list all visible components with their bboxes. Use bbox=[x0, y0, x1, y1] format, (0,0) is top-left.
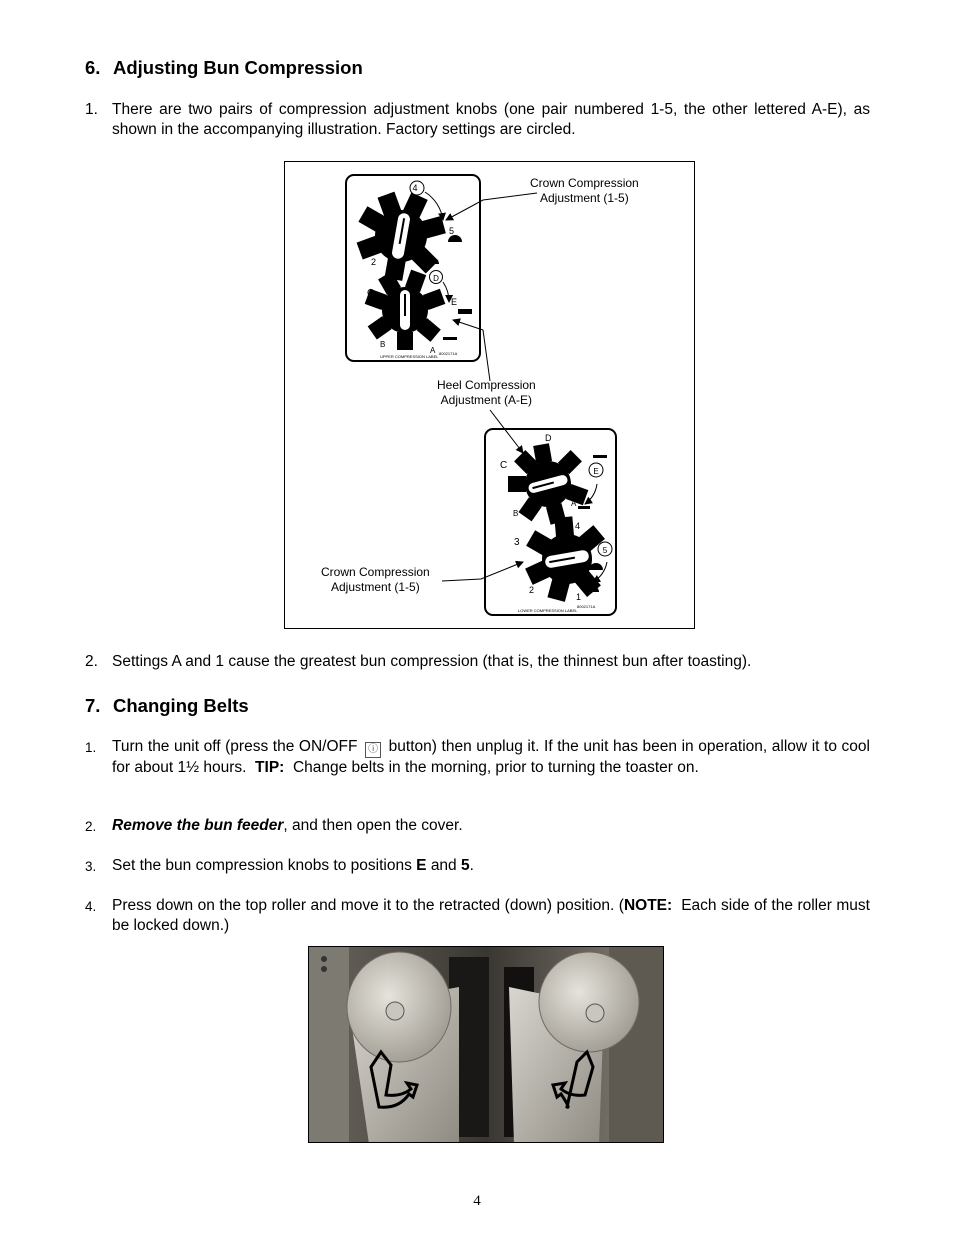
svg-text:C: C bbox=[500, 460, 508, 471]
compression-knobs-illustration bbox=[284, 161, 695, 629]
item-text: Turn the unit off (press the ON/OFF ⓘ button) then unplug it. If the unit has been in operation, allow it to cool for about 1½ hours. TIP: Change belts in the morning, prior to turning the toaster on. bbox=[112, 738, 870, 776]
item-number: 1. bbox=[85, 101, 98, 118]
section-7-item-1 bbox=[85, 737, 870, 778]
section-6-item-1 bbox=[85, 100, 870, 139]
item-number: 4. bbox=[85, 899, 97, 914]
svg-text:4: 4 bbox=[575, 521, 581, 531]
roller-photo-svg bbox=[309, 947, 664, 1143]
caption-crown-top: Crown Compression Adjustment (1-5) bbox=[530, 176, 639, 205]
svg-text:B: B bbox=[380, 340, 386, 349]
item-number: 3. bbox=[85, 859, 97, 874]
section-6-number: 6. bbox=[85, 57, 101, 78]
svg-text:D: D bbox=[545, 433, 552, 443]
caption-crown-bottom: Crown Compression Adjustment (1-5) bbox=[321, 565, 430, 594]
on-off-icon: ⓘ bbox=[365, 742, 381, 758]
svg-text:8002171A: 8002171A bbox=[577, 604, 596, 609]
item-text: Set the bun compression knobs to positions E and 5. bbox=[112, 857, 474, 874]
section-7-heading bbox=[85, 695, 249, 717]
svg-text:3: 3 bbox=[514, 537, 520, 548]
svg-text:1: 1 bbox=[576, 592, 582, 602]
item-text: There are two pairs of compression adjustment knobs (one pair numbered 1-5, the other lettered A-E), as shown in the accompanying illustration. Factory settings are circled. bbox=[112, 101, 870, 138]
item-text: Settings A and 1 cause the greatest bun compression (that is, the thinnest bun after toasting). bbox=[112, 653, 752, 670]
svg-text:8002171A: 8002171A bbox=[439, 351, 458, 356]
svg-text:2: 2 bbox=[529, 585, 535, 595]
section-6-title: Adjusting Bun Compression bbox=[113, 57, 363, 78]
section-6-item-2 bbox=[85, 652, 870, 672]
svg-text:C: C bbox=[367, 288, 375, 299]
item-number: 1. bbox=[85, 740, 97, 755]
svg-text:1: 1 bbox=[428, 254, 434, 264]
svg-text:D: D bbox=[433, 274, 439, 283]
item-number: 2. bbox=[85, 819, 97, 834]
svg-text:5: 5 bbox=[449, 226, 455, 236]
svg-text:A: A bbox=[430, 346, 436, 355]
roller-photo bbox=[308, 946, 664, 1143]
page-number: 4 bbox=[473, 1193, 481, 1209]
svg-text:4: 4 bbox=[412, 183, 418, 193]
svg-text:B: B bbox=[513, 509, 519, 518]
item-text: Remove the bun feeder, and then open the cover. bbox=[112, 817, 463, 834]
caption-heel: Heel Compression Adjustment (A-E) bbox=[437, 378, 536, 407]
section-7-title: Changing Belts bbox=[113, 695, 249, 716]
section-7-number: 7. bbox=[85, 695, 101, 716]
svg-text:3: 3 bbox=[367, 208, 373, 219]
item-text: Press down on the top roller and move it to the retracted (down) position. (NOTE: Each side of the roller must be locked down.) bbox=[112, 897, 870, 934]
section-7-item-2 bbox=[85, 816, 870, 836]
svg-text:UPPER COMPRESSION LABEL: UPPER COMPRESSION LABEL bbox=[380, 354, 439, 359]
svg-text:E: E bbox=[451, 297, 458, 307]
svg-text:LOWER COMPRESSION LABEL: LOWER COMPRESSION LABEL bbox=[518, 608, 578, 613]
svg-text:2: 2 bbox=[371, 257, 377, 267]
section-7-item-3 bbox=[85, 856, 870, 876]
svg-text:A: A bbox=[571, 499, 577, 508]
svg-text:5: 5 bbox=[602, 546, 608, 555]
section-6-heading bbox=[85, 57, 363, 79]
item-number: 2. bbox=[85, 653, 98, 670]
section-7-item-4 bbox=[85, 896, 870, 935]
svg-text:E: E bbox=[593, 467, 599, 476]
